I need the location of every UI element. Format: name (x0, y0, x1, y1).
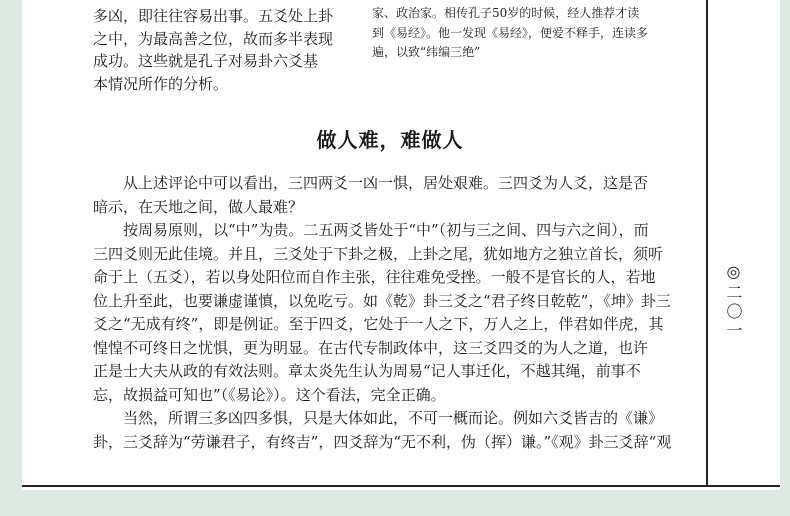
body-text (93, 172, 675, 454)
text-line: 三四爻则无此佳境。并且，三爻处于下卦之极，上卦之尾，犹如地方之独立首长，须听 (93, 244, 664, 263)
bottom-rule (22, 485, 780, 487)
note-line: 遍，以致“纬编三绝” (372, 45, 481, 59)
page-number: ◎二〇一 (724, 262, 743, 341)
text-line: 爻之“无成有终”，即是例证。至于四爻，它处于一人之下，万人之上，伴君如伴虎，其 (93, 315, 664, 333)
note-line: 到《易经》。他一发现《易经》，便爱不释手，连读多 (372, 25, 649, 40)
text-line: 按周易原则，以“中”为贵。二五两爻皆处于“中”（初与三之间、四与六之间），而 (93, 221, 649, 239)
note-line: 家、政治家。相传孔子50岁的时候，经人推荐才读 (372, 6, 640, 20)
text-line: 惶惶不可终日之忧惧，更为明显。在古代专制政体中，这三爻四爻的为人之道，也许 (93, 338, 649, 357)
text-line: 卦，三爻辞为“劳谦君子，有终吉”，四爻辞为“无不利，伪（挥）谦。”《观》卦三爻辞“观 (93, 432, 672, 451)
section-heading: 做人难，难做人 (316, 128, 464, 152)
left-column-text (93, 5, 363, 95)
text-line: 从上述评论中可以看出，三四两爻一凶一惧，居处艰难。三四爻为人爻，这是否 (93, 174, 649, 192)
text-line: 命于上（五爻），若以身处阳位而自作主张，往往难免受挫。一般不是官长的人，若地 (93, 268, 656, 286)
text-line: 当然，所谓三多凶四多惧，只是大体如此，不可一概而论。例如六爻皆吉的《谦》 (93, 409, 664, 427)
text-line: 多凶，即往往容易出事。五爻处上卦 (93, 7, 334, 25)
text-line: 忘，故损益可知也”（《易论》）。这个看法，完全正确。 (93, 385, 446, 404)
text-line: 位上升至此，也要谦虚谨慎，以免吃亏。如《乾》卦三爻之“君子终日乾乾”，《坤》卦三 (93, 291, 671, 310)
text-line: 暗示，在天地之间，做人最难？ (93, 197, 304, 216)
text-line: 本情况所作的分析。 (93, 74, 229, 93)
side-note (372, 4, 682, 63)
text-line: 正是士大夫从政的有效法则。章太炎先生认为周易“记人事迁化，不越其绳，前事不 (93, 362, 641, 380)
margin-rule (706, 0, 708, 487)
text-line: 成功。这些就是孔子对易卦六爻基 (93, 52, 319, 70)
text-line: 之中，为最高善之位，故而多半表现 (93, 29, 334, 48)
